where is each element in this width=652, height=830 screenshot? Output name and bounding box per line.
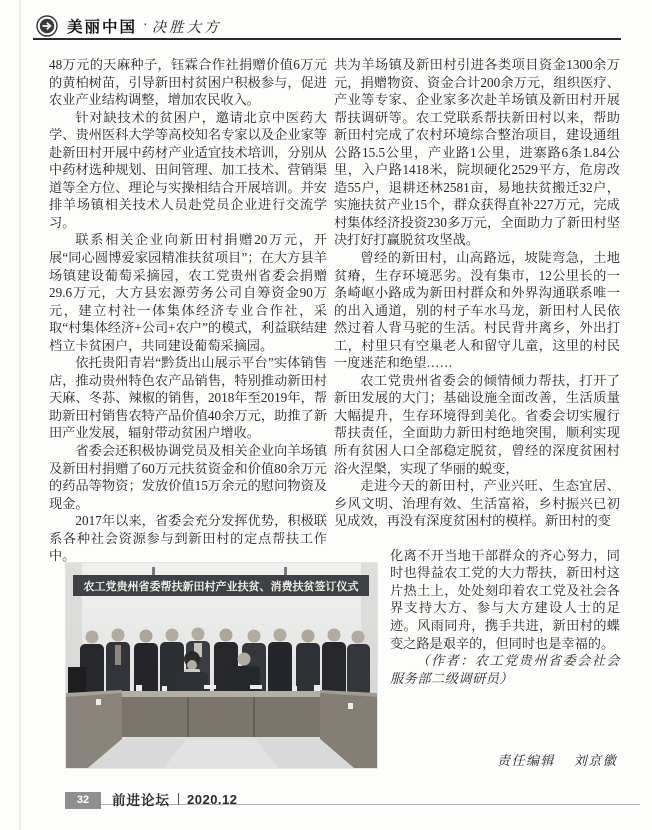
- footer-page-number: 32: [65, 792, 101, 809]
- paragraph: 走进今天的新田村，产业兴旺、生态宜居、乡风文明、治理有效、生活富裕，乡村振兴已初见成效，再没有深度贫困村的模样。新田村的变: [334, 478, 620, 529]
- paragraph: 农工党贵州省委会的倾情倾力帮扶，打开了新田发展的大门；基础设施全面改善，生活质量大幅提升，生存环境得到美化。省委会切实履行帮扶责任，全面助力新田村绝地突围，顺利实现所有贫困人口全部稳定脱贫，曾经的深度贫困村浴火涅槃，实现了华丽的蜕变，: [334, 372, 620, 476]
- photo-wrapped-text-block: [390, 547, 620, 687]
- group-photo: [66, 563, 377, 768]
- footer-meta: [112, 789, 238, 809]
- paragraph: 省委会还积极协调党员及相关企业向羊场镇及新田村捐赠了60万元扶贫资金和价值80余万元的药品等物资；发放价值15万余元的慰问物资及现金。: [49, 443, 327, 511]
- paragraph: 联系相关企业向新田村捐赠20万元，开展“同心圆博爱家园精准扶贫项目”；在大方县羊场镇建设葡萄采摘园，农工党贵州省委会捐赠29.6万元，大方县宏源劳务公司自筹资金90万元，建立村社一体集体经济专业合作社，采取“村集体经济+公司+农户”的模式，利益联结建档立卡贫困户，共同建设葡萄采摘园。: [49, 232, 327, 353]
- paragraph: 共为羊场镇及新田村引进各类项目资金1300余万元，捐赠物资、资金合计200余万元，组织医疗、产业等专家、企业家多次赴羊场镇及新田村开展帮扶调研等。农工党联系帮扶新田村以来，帮助新田村完成了农村环境综合整治项目，建设通组公路15.5公里，产业路1公里，进寨路6条1.84公里，入户路1418米，院坝硬化2529平方，危房改造55户，退耕还林2581亩，易地扶贫搬迁32户，实施扶贫产业15个，群众获得直补227万元，完成村集体经济投资230多万元，全面助力了新田村坚决打好打赢脱贫攻坚战。: [334, 57, 620, 248]
- scan-edge-line: [19, 0, 21, 830]
- article-column-left: [49, 56, 327, 565]
- footer-separator: [178, 793, 179, 805]
- paragraph: 曾经的新田村，山高路远，坡陡弯急，土地贫瘠，生存环境恶劣。没有集市，12公里长的一条崎岖小路成为新田村群众和外界沟通联系唯一的出入通道，别的村子车水马龙，新田村人民依然过着人背马驼的生活。村民背井离乡，外出打工，村里只有空巢老人和留守儿童，这里的村民一度迷茫和绝望……: [334, 250, 620, 371]
- paragraph: 针对缺技术的贫困户，邀请北京中医药大学、贵州医科大学等高校知名专家以及企业家等赴新田村开展中药材产业适宜技术培训，分别从中药材选种规划、田间管理、加工技术、营销渠道等全方位、理论与实操相结合开展培训。并安排羊场镇相关技术人员赴党员企业进行交流学习。: [49, 109, 327, 230]
- footer-issue: 2020.12: [187, 791, 238, 807]
- editor-credit: [497, 750, 617, 769]
- column-topic-title: 决胜大方: [151, 19, 222, 36]
- paragraph: 48万元的天麻种子，钰霖合作社捐赠价值6万元的黄柏树苗，引导新田村贫困户积极参与，促进农业产业结构调整，增加农民收入。: [49, 57, 327, 108]
- header-rule: [33, 38, 621, 40]
- author-credit: （作者：农工党贵州省委会社会服务部二级调研员）: [390, 653, 620, 686]
- editor-name: 刘京徽: [573, 753, 618, 768]
- footer-journal-title: 前进论坛: [112, 793, 170, 808]
- group-photo-illustration: [66, 563, 377, 768]
- paragraph: 2017年以来，省委会充分发挥优势，积极联系各种社会资源参与到新田村的定点帮扶工作中。: [49, 513, 327, 564]
- editor-label: 责任编辑: [497, 753, 556, 768]
- column-brand-title: 美丽中国: [67, 19, 138, 36]
- page-header: [36, 15, 222, 37]
- paragraph: 化离不开当地干部群众的齐心努力，同时也得益农工党的大力帮扶，新田村这片热土上，处处刻印着农工党及社会各界支持大方、参与大方建设人士的足迹。风雨同舟，携手共进，新田村的蝶变之路是艰辛的，但同时也是幸福的。: [390, 547, 620, 651]
- brand-separator: ·: [143, 18, 148, 33]
- circle-arrow-icon: [36, 15, 58, 37]
- photo-banner-text: 农工党贵州省委帮扶新田村产业扶贫、消费扶贫签订仪式: [83, 581, 359, 593]
- paragraph: 依托贵阳青岩“黔货出山展示平台”实体销售店，推动贵州特色农产品销售，特别推动新田村天麻、冬荪、辣椒的销售，2018年至2019年，帮助新田村销售农特产品价值40余万元，助推了新田产业发展，辐射带动贫困户增收。: [49, 355, 327, 441]
